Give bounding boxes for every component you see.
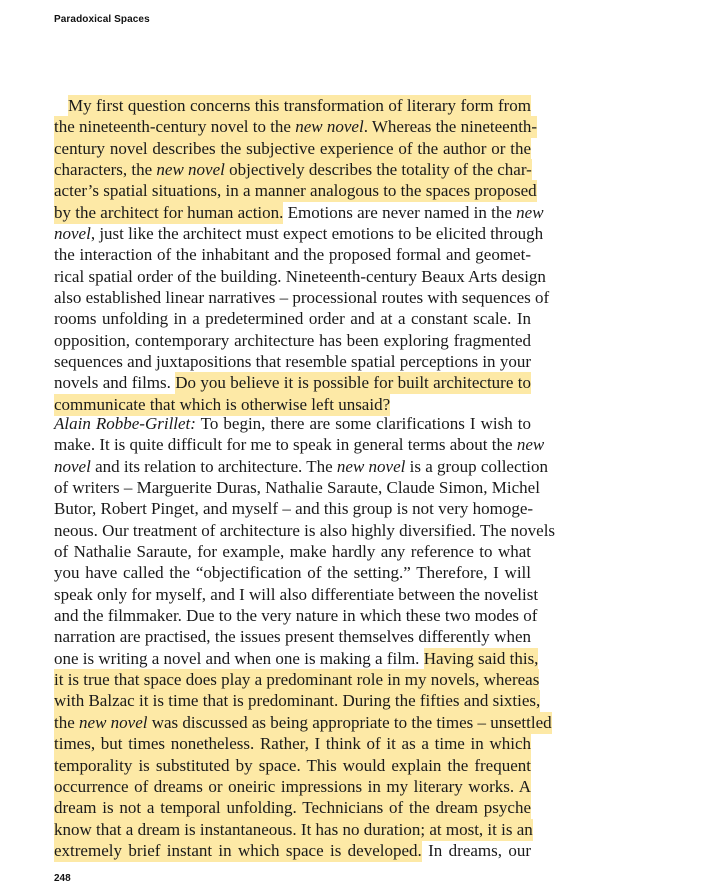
italic-text: new novel bbox=[336, 456, 406, 476]
text-run: you have called the “objectification of the setting.” Therefore, I will bbox=[54, 563, 531, 583]
text-run: rical spatial order of the building. Nineteenth-century Beaux Arts design bbox=[54, 266, 546, 286]
text-line bbox=[54, 626, 531, 647]
text-line bbox=[54, 202, 544, 223]
highlighted-text: it is true that space does play a predominant role in my novels, whereas bbox=[54, 670, 540, 690]
highlighted-text: objectively describes the totality of the char- bbox=[224, 160, 532, 180]
highlighted-text: Having said this, bbox=[423, 648, 539, 668]
text-line bbox=[54, 138, 531, 159]
highlighted-text: communicate that which is otherwise left unsaid? bbox=[54, 394, 391, 414]
highlighted-text: the bbox=[54, 712, 80, 732]
text-line bbox=[54, 520, 556, 541]
text-line bbox=[54, 477, 540, 498]
text-run: one is writing a novel and when one is making a film. bbox=[54, 648, 424, 668]
text-line bbox=[54, 95, 531, 116]
text-run: novels and films. bbox=[54, 373, 176, 393]
text-line bbox=[54, 330, 531, 351]
text-run: of Nathalie Saraute, for example, make hardly any reference to what bbox=[54, 542, 531, 562]
text-run: opposition, contemporary architecture has been exploring fragmented bbox=[54, 330, 531, 350]
text-line bbox=[54, 287, 550, 308]
text-line bbox=[54, 733, 531, 754]
text-line bbox=[54, 308, 531, 329]
text-run: and the filmmaker. Due to the very nature in which these two modes of bbox=[54, 606, 538, 626]
highlighted-text: occurrence of dreams or oneiric impressions in my literary works. A bbox=[54, 776, 531, 796]
text-line bbox=[54, 776, 531, 797]
text-line bbox=[54, 351, 531, 372]
text-run: neous. Our treatment of architecture is also highly diversified. The novels bbox=[54, 520, 556, 540]
text-line bbox=[54, 159, 531, 180]
highlighted-text: dream is not a temporal unfolding. Technicians of the dream psyche bbox=[54, 798, 531, 818]
text-line bbox=[54, 116, 538, 137]
text-run: sequences and juxtapositions that resemble spatial perceptions in your bbox=[54, 352, 531, 372]
highlighted-text: Do you believe it is possible for built architecture to bbox=[175, 373, 531, 393]
text-line bbox=[54, 712, 552, 733]
highlighted-text: acter’s spatial situations, in a manner analogous to the spaces proposed bbox=[54, 181, 537, 201]
highlighted-text: temporality is substituted by space. This would explain the frequent bbox=[54, 755, 531, 775]
text-line bbox=[54, 690, 541, 711]
text-line bbox=[54, 244, 531, 265]
text-line bbox=[54, 584, 539, 605]
text-line bbox=[54, 797, 531, 818]
italic-text: new bbox=[516, 435, 545, 455]
highlighted-text: with Balzac it is time that is predominant. During the fifties and sixties, bbox=[54, 691, 541, 711]
highlighted-text: extremely brief instant in which space is developed. bbox=[54, 840, 422, 860]
text-run: Emotions are never named in the bbox=[283, 202, 517, 222]
text-line bbox=[54, 648, 539, 669]
text-run: is a group collection bbox=[405, 456, 548, 476]
text-line bbox=[54, 819, 531, 840]
highlighted-text: the nineteenth-century novel to the bbox=[54, 117, 296, 137]
text-run: rooms unfolding in a predetermined order and at a constant scale. In bbox=[54, 309, 531, 329]
italic-text: new bbox=[516, 202, 544, 222]
highlighted-text: My first question concerns this transformation of literary form from bbox=[68, 96, 531, 115]
text-run: make. It is quite difficult for me to speak in general terms about the bbox=[54, 435, 517, 455]
text-line bbox=[54, 372, 531, 393]
text-run: of writers – Marguerite Duras, Nathalie Saraute, Claude Simon, Michel bbox=[54, 478, 540, 498]
text-run: To begin, there are some clarifications I wish to bbox=[195, 414, 531, 433]
running-head: Paradoxical Spaces bbox=[54, 14, 150, 25]
text-line bbox=[54, 840, 531, 861]
text-line bbox=[54, 498, 534, 519]
text-run: also established linear narratives – processional routes with sequences of bbox=[54, 288, 550, 308]
text-line bbox=[54, 541, 531, 562]
highlighted-text: was discussed as being appropriate to the times – unsettled bbox=[147, 712, 552, 732]
text-line bbox=[54, 180, 537, 201]
text-line bbox=[54, 755, 531, 776]
text-run: In dreams, our bbox=[421, 840, 532, 860]
text-line bbox=[54, 394, 531, 415]
highlighted-text: characters, the bbox=[54, 160, 157, 180]
highlighted-text: . Whereas the nineteenth- bbox=[363, 117, 538, 137]
text-line bbox=[54, 456, 548, 477]
page-number: 248 bbox=[54, 873, 71, 884]
text-line bbox=[54, 669, 540, 690]
text-run: and its relation to architecture. The bbox=[90, 456, 337, 476]
text-line bbox=[54, 562, 531, 583]
text-run: Butor, Robert Pinget, and myself – and this group is not very homoge- bbox=[54, 499, 534, 519]
italic-text: Alain Robbe-Grillet: bbox=[54, 414, 196, 433]
text-line bbox=[54, 266, 546, 287]
highlighted-text: new novel bbox=[295, 117, 364, 137]
question-paragraph bbox=[54, 95, 550, 415]
highlighted-text: know that a dream is instantaneous. It has no duration; at most, it is an bbox=[54, 819, 533, 839]
highlighted-text: times, but times nonetheless. Rather, I think of it as a time in which bbox=[54, 734, 531, 754]
text-run: narration are practised, the issues present themselves differently when bbox=[54, 627, 531, 647]
text-line bbox=[54, 413, 531, 434]
italic-text: novel bbox=[54, 456, 91, 476]
italic-text: novel bbox=[54, 224, 91, 244]
text-run: , just like the architect must expect emotions to be elicited through bbox=[90, 224, 544, 244]
text-line bbox=[54, 223, 544, 244]
highlighted-text: century novel describes the subjective experience of the author or the bbox=[54, 138, 531, 158]
highlighted-text: by the architect for human action. bbox=[54, 202, 284, 222]
text-run: speak only for myself, and I will also differentiate between the novelist bbox=[54, 584, 539, 604]
text-run: the interaction of the inhabitant and the proposed formal and geomet- bbox=[54, 245, 531, 265]
text-line bbox=[54, 605, 538, 626]
answer-paragraph bbox=[54, 413, 556, 861]
highlighted-text: new novel bbox=[79, 712, 148, 732]
text-line bbox=[54, 434, 545, 455]
highlighted-text: new novel bbox=[156, 160, 225, 180]
